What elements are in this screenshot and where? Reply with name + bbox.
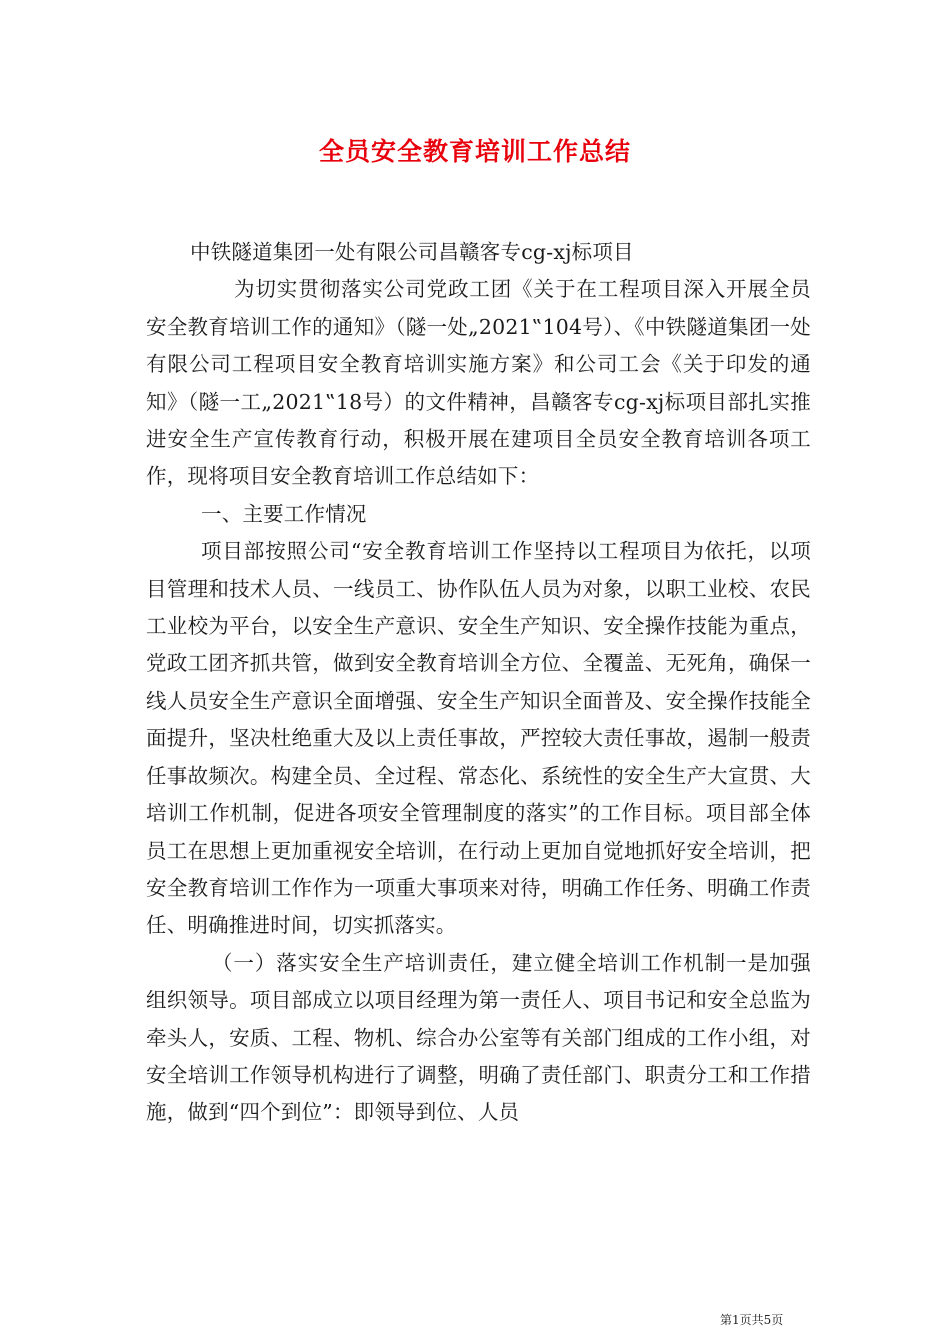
paragraph-sub1: （一）落实安全生产培训责任，建立健全培训工作机制一是加强组织领导。项目部成立以项目经理为第一责任人、项目书记和安全总监为牵头人，安质、工程、物机、综合办公室等有关部门组成的工作小组，对安全培训工作领导机构进行了调整，明确了责任部门、职责分工和工作措施，做到“四个到位”：即领导到位、人员 bbox=[146, 950, 811, 1125]
paragraph-main: 项目部按照公司“安全教育培训工作坚持以工程项目为依托，以项目管理和技术人员、一线员工、协作队伍人员为对象，以职工业校、农民工业校为平台，以安全生产意识、安全生产知识、安全操作技能为重点，党政工团齐抓共管，做到安全教育培训全方位、全覆盖、无死角，确保一线人员安全生产意识全面增强、安全生产知识全面普及、安全操作技能全面提升，坚决杜绝重大及以上责任事故，严控较大责任事故，遏制一般责任事故频次。构建全员、全过程、常态化、系统性的安全生产大宣贯、大培训工作机制，促进各项安全管理制度的落实”的工作目标。项目部全体员工在思想上更加重视安全培训，在行动上更加自觉地抓好安全培训，把安全教育培训工作作为一项重大事项来对待，明确工作任务、明确工作责任、明确推进时间，切实抓落实。 bbox=[146, 539, 811, 938]
page-indicator: 第1页共5页 bbox=[720, 1313, 784, 1327]
document-title: 全员安全教育培训工作总结 bbox=[318, 137, 631, 166]
section-heading: 一、主要工作情况 bbox=[201, 501, 367, 526]
paragraph-intro: 为切实贯彻落实公司党政工团《关于在工程项目深入开展全员安全教育培训工作的通知》（隧一处„2021‟104号）、《中铁隧道集团一处有限公司工程项目安全教育培训实施方案》和公司工会《关于印发的通知》（隧一工„2021‟18号）的文件精神，昌赣客专cg-xj标项目部扎实推进安全生产宣传教育行动，积极开展在建项目全员安全教育培训各项工作，现将项目安全教育培训工作总结如下： bbox=[146, 277, 811, 489]
document-body bbox=[146, 234, 811, 1132]
document-subtitle: 中铁隧道集团一处有限公司昌赣客专cg-xj标项目 bbox=[190, 240, 634, 264]
